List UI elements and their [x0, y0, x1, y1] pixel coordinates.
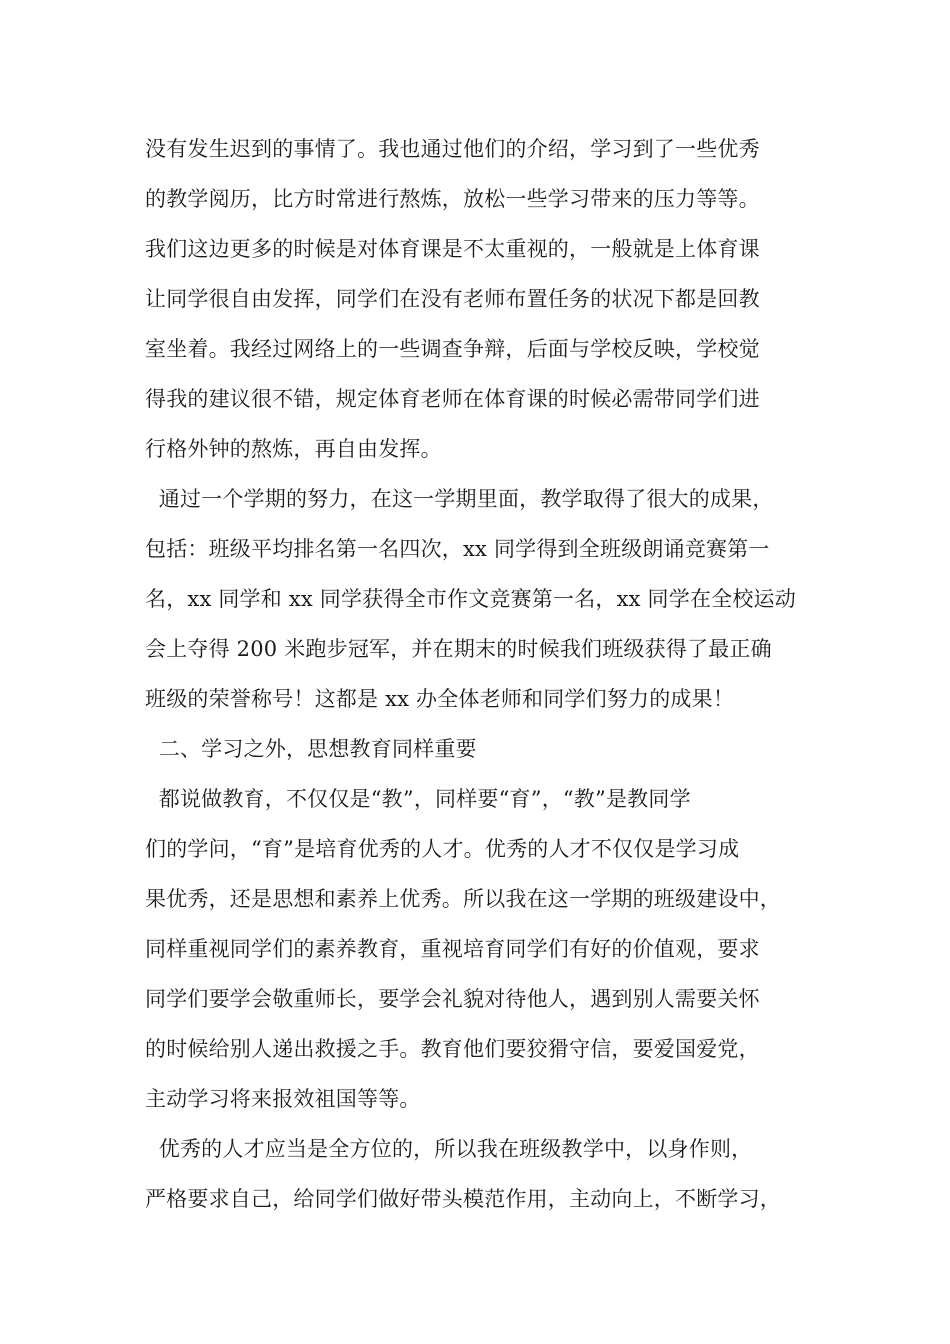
text-line: 主动学习将来报效祖国等等。 [145, 1087, 421, 1111]
text-line: 都说做教育，不仅仅是“教”，同样要“育”，“教”是教同学 [145, 787, 691, 811]
text-line: 班级的荣誉称号！这都是 xx 办全体老师和同学们努力的成果！ [145, 687, 735, 711]
text-line: 的时候给别人递出救援之手。教育他们要狡猾守信，要爱国爱党， [145, 1037, 760, 1061]
text-line: 没有发生迟到的事情了。我也通过他们的介绍，学习到了一些优秀 [145, 137, 760, 161]
section-heading: 二、学习之外，思想教育同样重要 [145, 737, 477, 761]
text-line: 会上夺得 200 米跑步冠军，并在期末的时候我们班级获得了最正确 [145, 637, 772, 661]
text-line: 的教学阅历，比方时常进行熬炼，放松一些学习带来的压力等等。 [145, 187, 760, 211]
text-line: 通过一个学期的努力，在这一学期里面，教学取得了很大的成果， [145, 487, 774, 511]
text-line: 让同学很自由发挥，同学们在没有老师布置任务的状况下都是回教 [145, 287, 760, 311]
text-line: 们的学问，“育”是培育优秀的人才。优秀的人才不仅仅是学习成 [145, 837, 740, 861]
document-body [145, 124, 835, 1224]
text-line: 得我的建议很不错，规定体育老师在体育课的时候必需带同学们进 [145, 387, 760, 411]
text-line: 名，xx 同学和 xx 同学获得全市作文竞赛第一名，xx 同学在全校运动 [145, 587, 796, 611]
text-line: 包括：班级平均排名第一名四次，xx 同学得到全班级朗诵竞赛第一 [145, 537, 770, 561]
text-line: 同学们要学会敬重师长，要学会礼貌对待他人，遇到别人需要关怀 [145, 987, 760, 1011]
text-line: 严格要求自己，给同学们做好带头模范作用，主动向上，不断学习， [145, 1187, 781, 1211]
text-line: 果优秀，还是思想和素养上优秀。所以我在这一学期的班级建设中， [145, 887, 781, 911]
text-line: 行格外钟的熬炼，再自由发挥。 [145, 437, 442, 461]
text-line: 室坐着。我经过网络上的一些调查争辩，后面与学校反映，学校觉 [145, 337, 760, 361]
text-line: 优秀的人才应当是全方位的，所以我在班级教学中，以身作则， [145, 1137, 753, 1161]
text-line: 同样重视同学们的素养教育，重视培育同学们有好的价值观，要求 [145, 937, 760, 961]
text-line: 我们这边更多的时候是对体育课是不太重视的，一般就是上体育课 [145, 237, 760, 261]
